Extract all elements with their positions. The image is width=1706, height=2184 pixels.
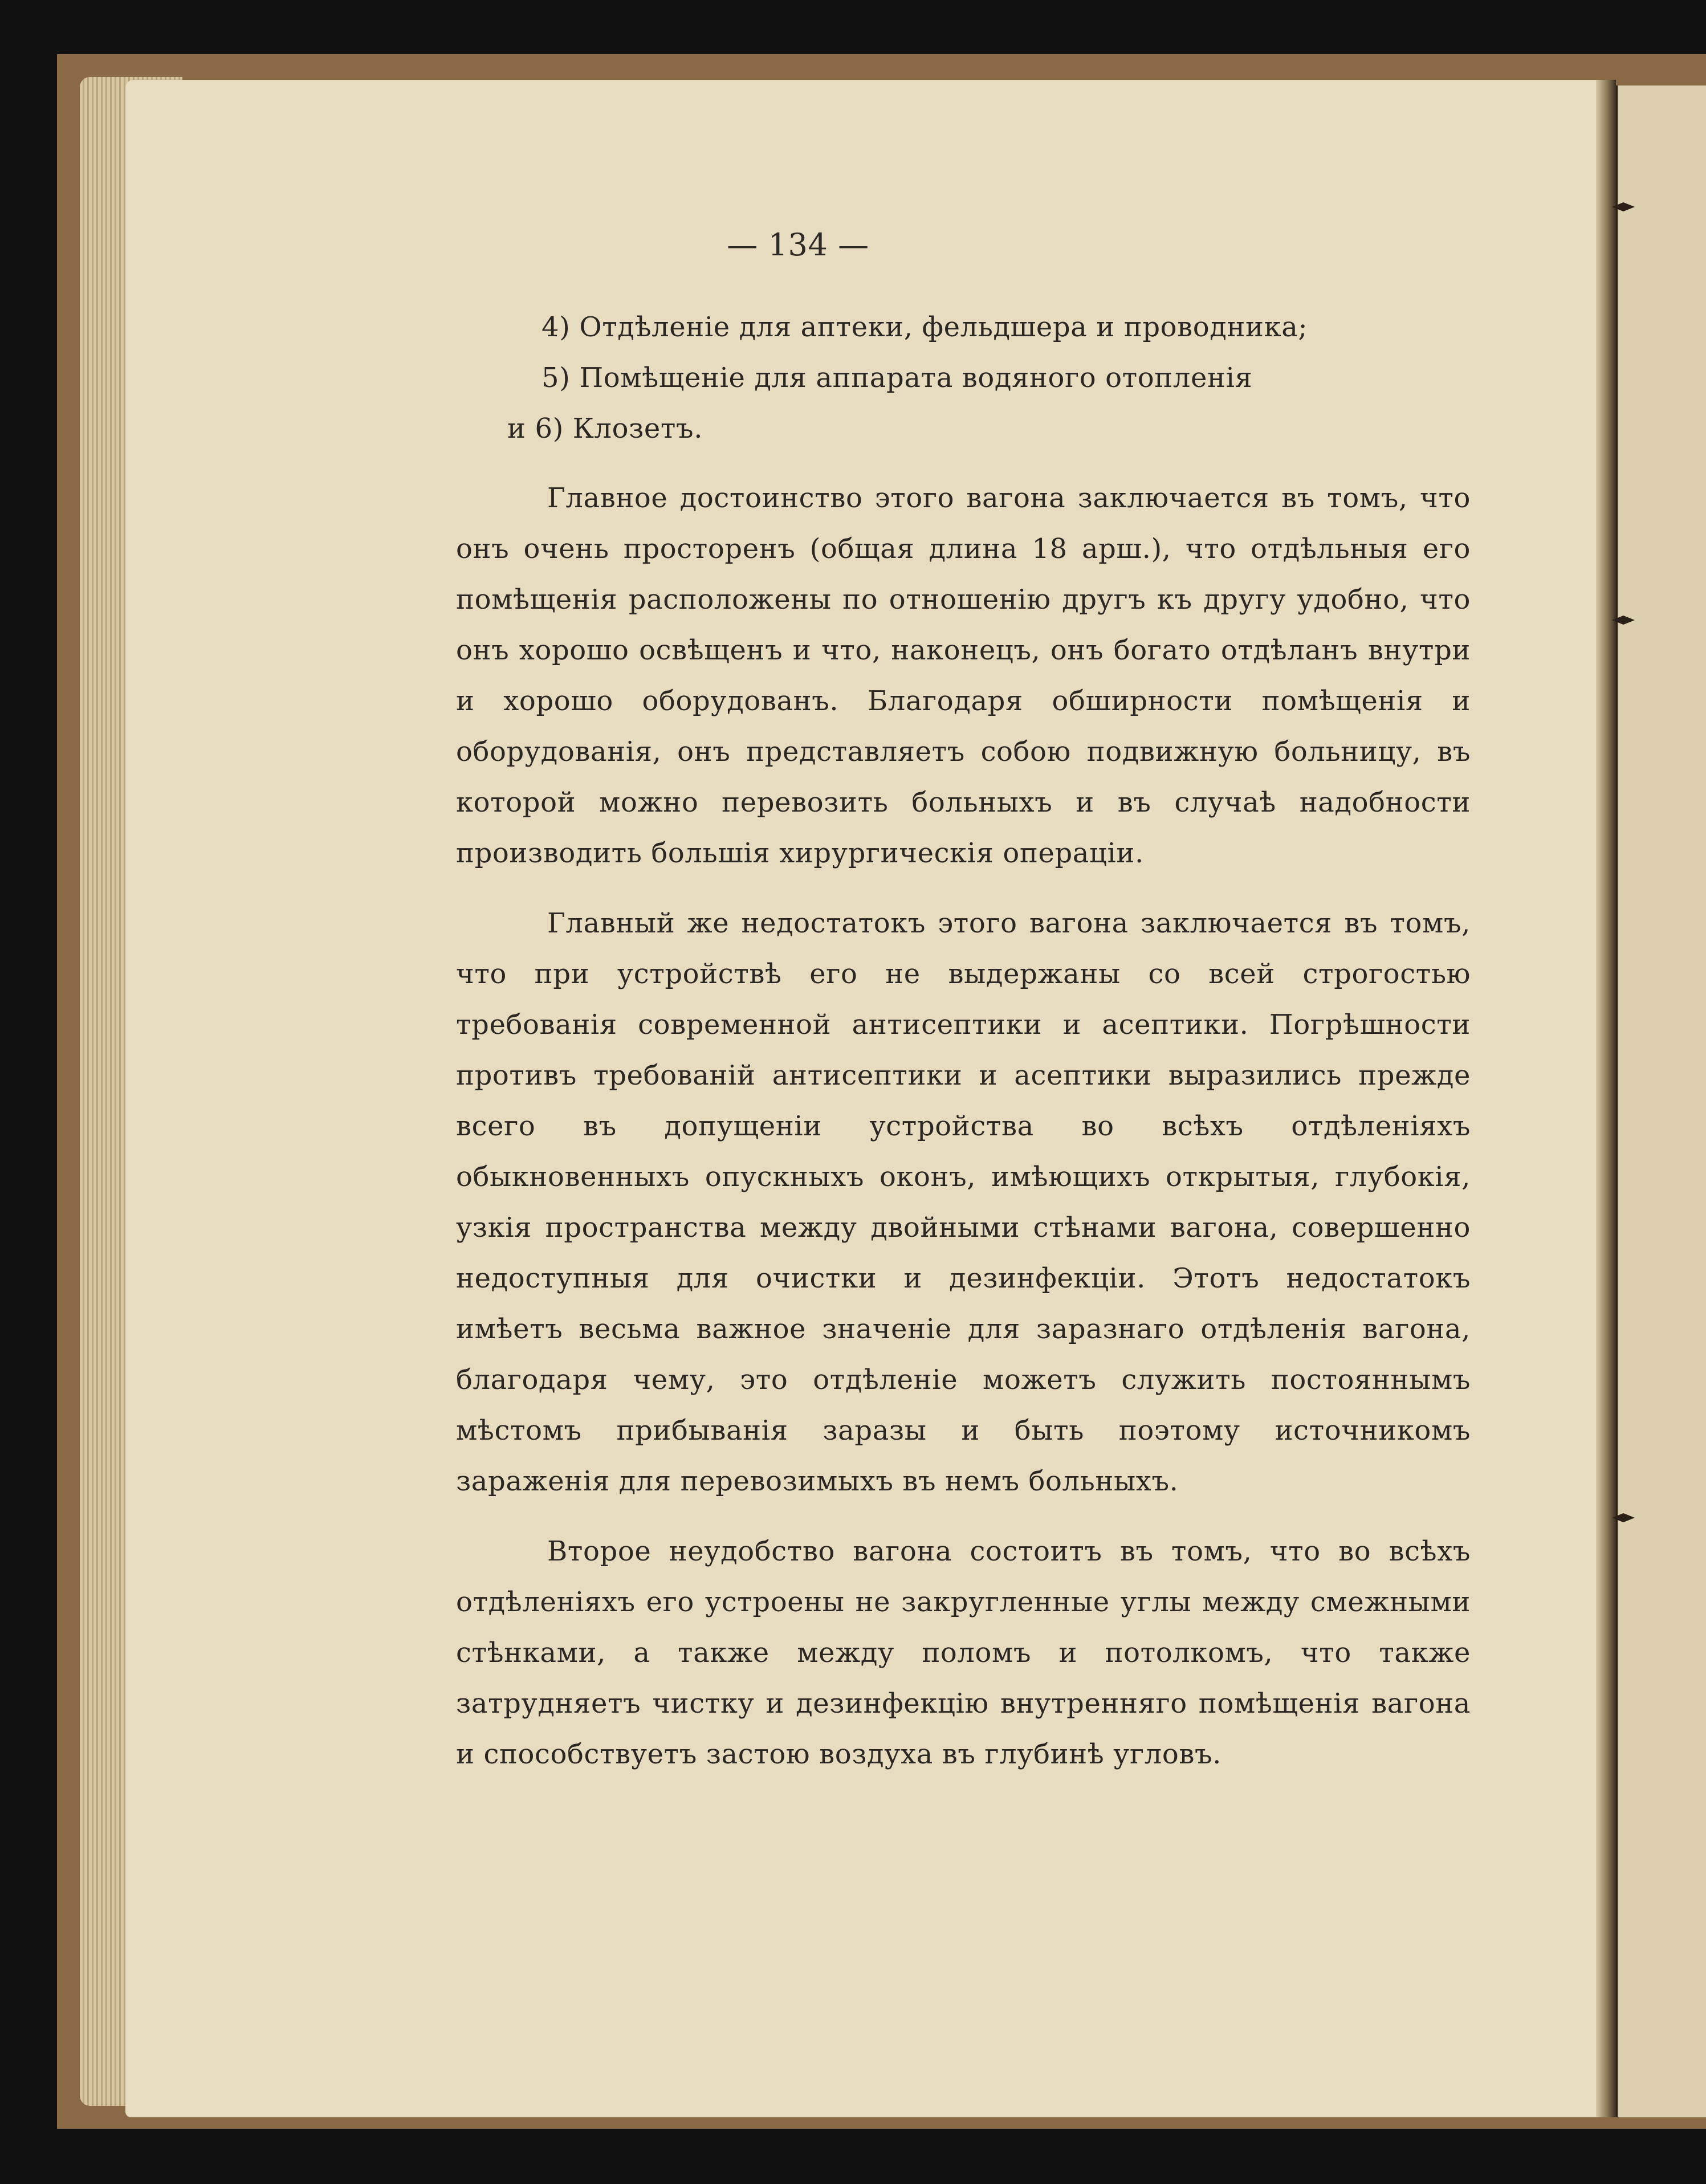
list-item: 4) Отдѣленіе для аптеки, фельдшера и проводника;: [541, 311, 1308, 343]
paragraph: Главный же недостатокъ этого вагона заключается въ томъ, что при устройствѣ его не выдержаны со всей строгостью требованія современной антисептики и асептики. Погрѣшности противъ требованій антисептики и асептики выразились прежде всего въ допущеніи устройства во всѣхъ отдѣленіяхъ обыкновенныхъ опускныхъ оконъ, имѣющихъ открытыя, глубокія, узкія пространства между двойными стѣнами вагона, совершенно недоступныя для очистки и дезинфекціи. Этотъ недостатокъ имѣетъ весьма важное значеніе для заразнаго отдѣленія вагона, благодаря чему, это отдѣленіе можетъ служить постояннымъ мѣстомъ прибыванія заразы и быть поэтому источникомъ зараженія для перевозимыхъ въ немъ больныхъ.: [456, 907, 1471, 1497]
paragraph: Главное достоинство этого вагона заключается въ томъ, что онъ очень просторенъ (общая длина 18 арш.), что отдѣльныя его помѣщенія расположены по отношенію другъ къ другу удобно, что онъ хорошо освѣщенъ и что, наконецъ, онъ богато отдѣланъ внутри и хорошо оборудованъ. Благодаря обширности помѣщенія и оборудованія, онъ представляетъ собою подвижную больницу, въ которой можно перевозить больныхъ и въ случаѣ надобности производить большія хирургическія операціи.: [456, 482, 1471, 869]
paragraph: Второе неудобство вагона состоитъ въ томъ, что во всѣхъ отдѣленіяхъ его устроены не закругленные углы между смежными стѣнками, а также между поломъ и потолкомъ, что также затрудняетъ чистку и дезинфекцію внутренняго помѣщенія вагона и способствуетъ застою воздуха въ глубинѣ угловъ.: [456, 1535, 1471, 1770]
page-number: — 134 —: [727, 227, 869, 263]
body-paragraphs: [456, 473, 1471, 1799]
list-item: и 6) Клозетъ.: [507, 413, 703, 445]
equipment-list: [456, 302, 1482, 454]
facing-page-edge: [1616, 85, 1706, 2117]
book-gutter: [1596, 80, 1616, 2117]
list-item: 5) Помѣщеніе для аппарата водяного отопленія: [541, 362, 1253, 394]
